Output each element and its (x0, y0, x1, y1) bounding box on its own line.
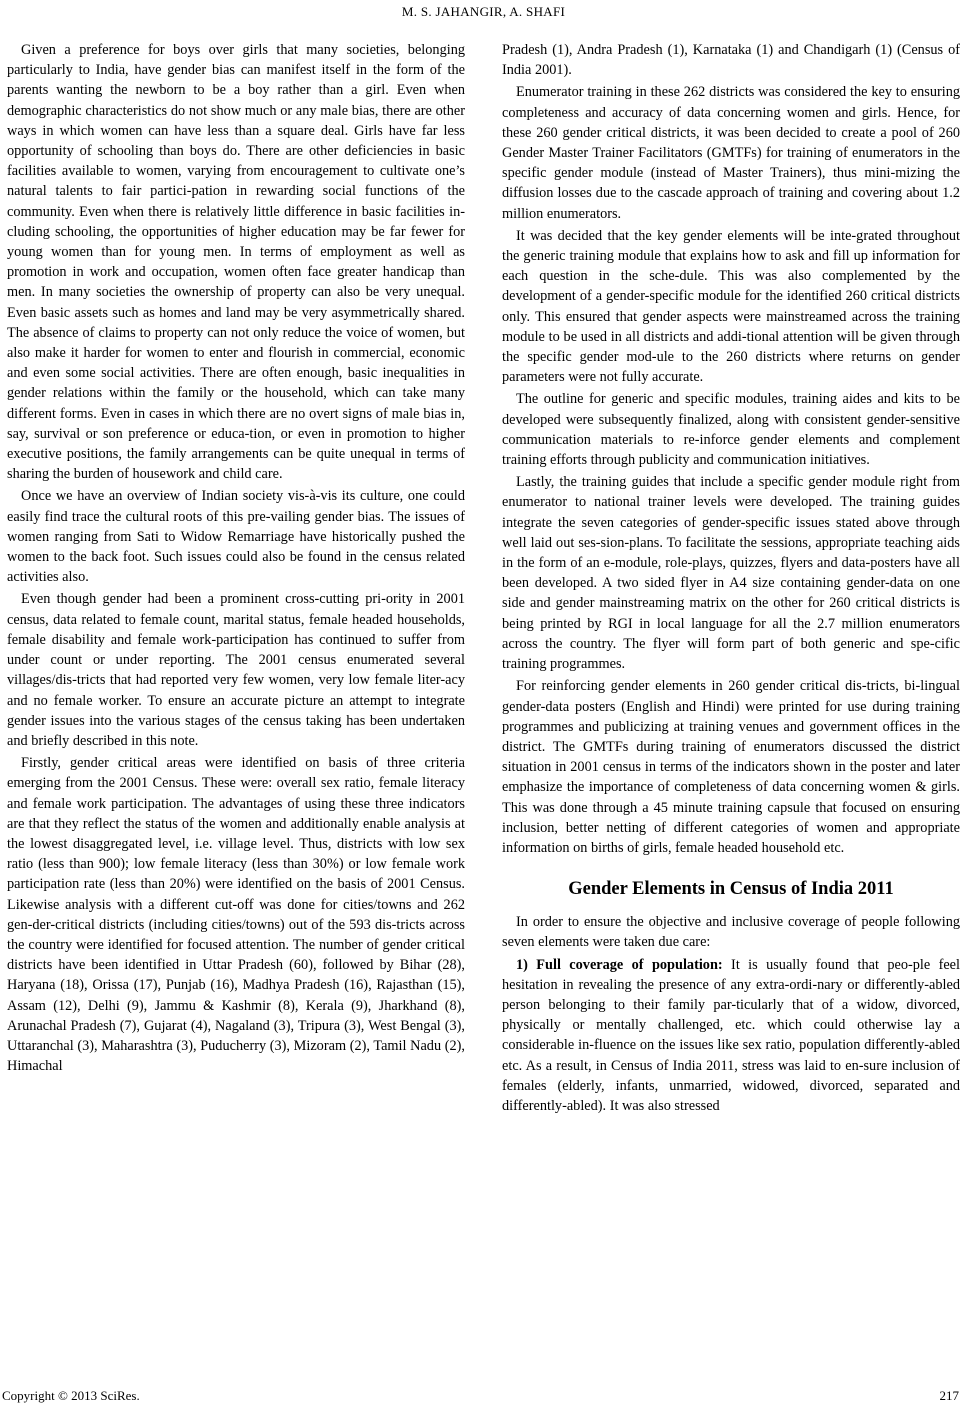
paragraph: Once we have an overview of Indian society vis-à-vis its culture, one could easily find trace the cultural roots of this pre-vailing gender bias. The issues of women ranging from Sati to Widow Remarriage have historically pushed the women to the back foot. Such issues could also be found in the census related activities also. (7, 488, 465, 586)
paragraph: The outline for generic and specific modules, training aides and kits to be developed were subsequently finalized, along with consistent gender-sensitive communication materials to re-inforce gender elements and complement training efforts through publicity and communication initiatives. (502, 391, 960, 469)
list-item-label: 1) Full coverage of population: (516, 956, 723, 973)
paragraph: Given a preference for boys over girls that many societies, belonging particularly to India, have gender bias can manifest itself in the form of the parents wanting the newborn to be a boy rather than a girl. Even when demographic characteristics do not show much or any male bias, there are other ways in which women can have less than a square deal. Girls have far less opportunity of schooling than boys do. There are other deficiencies in basic facilities available to women, varying from encouragement to cultivate one’s natural talents to fair partici-pation in rewarding social functions of the community. Even when there is relatively little difference in basic facilities in-cluding schooling, the opportunities of higher education may be far fewer for young women than for young men. In terms of employment as well as promotion in work and occupation, women often face greater handicap than men. In many societies the ownership of property can also be very unequal. Even basic assets such as homes and land may be very asymmetrically shared. The absence of claims to property can not only reduce the voice of women, but also make it harder for women to enter and flourish in commercial, economic and even some social activities. There are often enough, basic inequalities in gender relations within the family or the household, which can take many different forms. Even in cases in which there are no overt signs of male bias in, say, survival or son preference or educa-tion, or even in promotion to higher executive positions, the family arrangements can be quite unequal in terms of sharing the burden of housework and child care. (7, 42, 465, 483)
list-item-text: It is usually found that peo-ple feel hesitation in revealing the presence of any extra-ordi-nary or differently-abled person belonging to their family par-ticularly that of a widow, divorced, physically or mentally challenged, etc. which could otherwise lay a considerable in-fluence on the issues like sex ratio, population differently-abled etc. As a result, in Census of India 2011, stress was laid to en-sure inclusion of females (elderly, infants, unmarried, widowed, divorced, separated and differently-abled). It was also stressed (502, 956, 960, 1114)
paragraph: Pradesh (1), Andra Pradesh (1), Karnataka (1) and Chandigarh (1) (Census of India 2001). (502, 42, 960, 79)
paragraph: For reinforcing gender elements in 260 gender critical dis-tricts, bi-lingual gender-data posters (English and Hindi) were printed for use during training programmes and publicizing at training venues and government offices in the district. The GMTFs during training of enumerators discussed the district situation in 2001 census in terms of the indicators shown in the poster and later emphasize the importance of completeness of data concerning women & girls. This was done through a 45 minute training capsule that focused on ensuring inclusion, better netting of different categories of women and appropriate information on births of girls, female headed household etc. (502, 678, 960, 856)
paragraph: Firstly, gender critical areas were identified on basis of three criteria emerging from the 2001 Census. These were: overall sex ratio, female literacy and female work participation. The advantages of using these three indicators are that they reflect the status of the women and additionally enable analysis at the lowest disaggregated level, i.e. village level. Thus, districts with low sex ratio (less than 900); low female literacy (less than 30%) or low female work participation rate (less than 20%) were identified on the basis of 2001 Census. Likewise analysis with a different cut-off was done for cities/towns and 262 gen-der-critical districts (including cities/towns) out of the 593 dis-tricts across the country were identified for focused attention. The number of gender critical districts have been identified in Uttar Pradesh (60), followed by Bihar (28), Haryana (18), Orissa (17), Punjab (16), Madhya Pradesh (16), Rajasthan (15), Assam (12), Delhi (9), Jammu & Kashmir (8), Kerala (9), Jharkhand (8), Arunachal Pradesh (7), Gujarat (4), Nagaland (3), Tripura (3), West Bengal (3), Uttaranchal (3), Maharashtra (3), Puducherry (3), Mizoram (2), Tamil Nadu (2), Himachal (7, 755, 465, 1075)
running-head: M. S. JAHANGIR, A. SHAFI (401, 4, 566, 19)
section-heading: Gender Elements in Census of India 2011 (568, 879, 894, 900)
list-item-paragraph (502, 955, 960, 1117)
left-column (7, 40, 465, 1375)
page-number: 217 (939, 1388, 959, 1403)
paragraph: Lastly, the training guides that include a specific gender module right from enumerator to national trainer levels were developed. The training guides integrate the seven categories of gender-specific issues stated above through well laid out ses-sion-plans. To facilitate the sessions, appropriate teaching aids in the form of an e-module, role-plays, quizzes, flyers and data-posters have all been developed. A two sided flyer in A4 size containing gender-data on one side and gender mainstreaming matrix on the other for 260 critical districts is being printed by RGI in local language for all the 2.7 million enumerators across the country. The flyer will form part of both generic and spe-cific training programmes. (502, 474, 960, 673)
copyright-footer: Copyright © 2013 SciRes. (2, 1388, 140, 1403)
paragraph: Enumerator training in these 262 districts was considered the key to ensuring completeness and accuracy of data concerning women and girls. Hence, for these 260 gender critical districts, it was been decided to create a pool of 260 Gender Master Trainer Facilitators (GMTFs) for training of enumerators in the specific gender module (instead of Master Trainers), thus mini-mizing the diffusion losses due to the cascade approach of training and covering about 1.2 million enumerators. (502, 84, 960, 222)
paragraph: It was decided that the key gender elements will be inte-grated throughout the generic training module that explains how to ask and fill up information for each question in the sche-dule. This was also complemented by the development of a gender-specific module for the identified 260 critical districts only. This ensured that gender aspects were mainstreamed across the training module to be used in all districts and addi-tional attention will be given through the specific gender mod-ule to the 260 districts where returns on gender parameters were not fully accurate. (502, 227, 960, 386)
paragraph: In order to ensure the objective and inclusive coverage of people following seven elements were taken due care: (502, 914, 960, 951)
paragraph: Even though gender had been a prominent cross-cutting pri-ority in 2001 census, data related to female count, marital status, female headed households, female disability and female work-participation has continued to suffer from under count or under reporting. The 2001 census enumerated several villages/dis-tricts that had reported very few women, very low female liter-acy and no female worker. To ensure an accurate picture an attempt to integrate gender issues into the various stages of the census taking has been undertaken and briefly described in this note. (7, 591, 465, 749)
right-column (502, 40, 960, 1375)
